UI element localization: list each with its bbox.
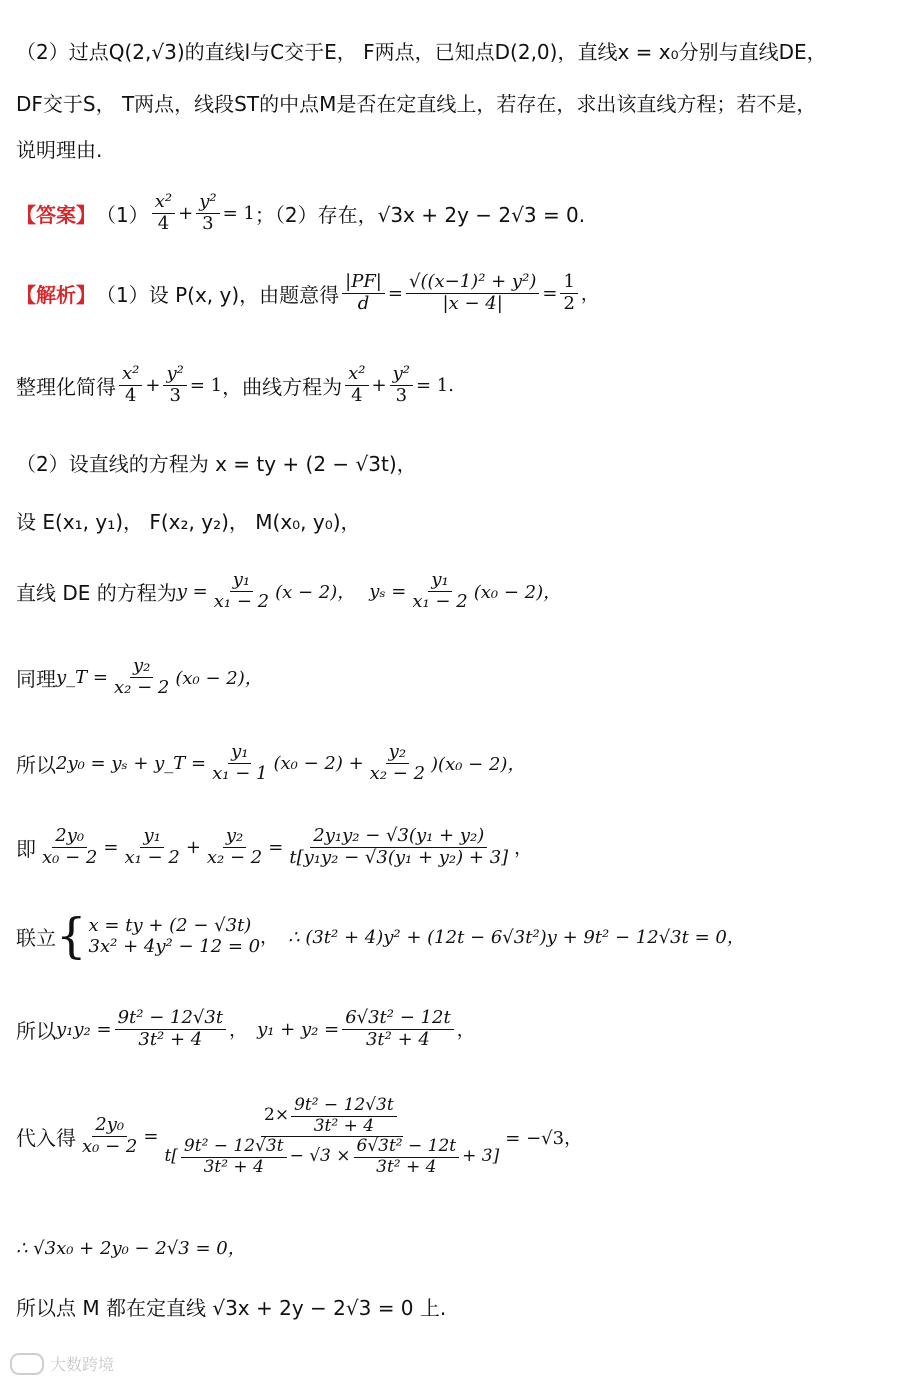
analysis-step-3: （2）设直线的方程为 x = ty + (2 − √3t)， [16, 452, 417, 476]
fraction: $\frac{\text{2y₁y₂ − √3(y₁ + y₂)}}{\text{t[y₁y₂ − √3(y₁ + y₂) + 3]}}$ [289, 825, 509, 868]
analysis-step-5: 直线 DE 的方程为 y = $\frac{\text{y₁}}{\text{x₁ − 2}}$ (x − 2)， yₛ = $\frac{\text{y₁}}{\text{x₁ − 2}}$ (x₀ − 2)， [16, 569, 562, 612]
problem-line-3: 说明理由. [16, 138, 103, 162]
answer-tag: 【答案】 [16, 202, 96, 227]
fraction: $\frac{\text{y²}}{3}$ [390, 364, 413, 406]
fraction: $\frac{\text{y²}}{3}$ [163, 364, 186, 406]
fraction: $\frac{\text{2y₀}}{\text{x₀ − 2}}$ [82, 1114, 138, 1158]
fraction: $\frac{\text{y₁}}{\text{x₁ − 2}}$ [124, 825, 180, 868]
fraction: $\frac{\text{y₂}}{\text{x₂ − 2}}$ [369, 741, 426, 784]
fraction: $\frac{\text{y₁}}{\text{x₁ − 1}}$ [212, 741, 268, 784]
analysis-step-11: 代入得 $\frac{\text{2y₀}}{\text{x₀ − 2}}$ = 2× $\frac{\text{9t² − 12√3t}}{\text{3t² + 4}}$ t[ $\frac{\text{9t² − 12√3t}}{\text{3t² + 4}}$ − √3 × $\frac{\text{6√3t² − 12t}}{\text{3t² + 4}}$ + 3] = −√3， [16, 1095, 583, 1177]
analysis-step-9: 联立 { x = ty + (2 − √3t) 3x² + 4y² − 12 = 0 ， ∴ (3t² + 4)y² + (12t − 6√3t²)y + 9t² − 12√3t = 0， [16, 908, 745, 964]
fraction: $\frac{\text{y₁}}{\text{x₁ − 2}}$ [213, 569, 270, 612]
fraction: $\frac{\text{y₂}}{\text{x₂ − 2}}$ [113, 655, 170, 698]
analysis-step-13: 所以点 M 都在定直线 √3x + 2y − 2√3 = 0 上. [16, 1296, 447, 1320]
analysis-step-12: ∴ √3x₀ + 2y₀ − 2√3 = 0， [16, 1238, 246, 1259]
analysis-step-10: 所以 y₁y₂ = $\frac{\text{9t² − 12√3t}}{\text{3t² + 4}}$ ， y₁ + y₂ = $\frac{\text{6√3t² − 12t}}{\text{3t² + 4}}$ ， [16, 1007, 475, 1050]
problem-line-2: DF交于S， T两点，线段ST的中点M是否在定直线上，若存在，求出该直线方程；若不是， [16, 92, 817, 116]
brace: { [56, 908, 87, 964]
fraction: $\frac{\text{x²}}{4}$ [345, 364, 368, 406]
analysis-step-8: 即 $\frac{\text{2y₀}}{\text{x₀ − 2}}$ = $\frac{\text{y₁}}{\text{x₁ − 2}}$ + $\frac{\text{y₂}}{\text{x₂ − 2}}$ = $\frac{\text{2y₁y₂ − √3(y₁ + y₂)}}{\text{t[y₁y₂ − √3(y₁ + y₂) + 3]}}$ ， [16, 825, 533, 868]
watermark: 大数跨境 [10, 1352, 114, 1375]
fraction: $\frac{\text{x²}}{4}$ [119, 364, 142, 406]
compound-fraction: 2× $\frac{\text{9t² − 12√3t}}{\text{3t² + 4}}$ t[ $\frac{\text{9t² − 12√3t}}{\text{3t² + 4}}$ − √3 × $\frac{\text{6√3t² − 12t}}{\text{3t² + 4}}$ + 3] [164, 1095, 500, 1177]
analysis-step-2: 整理化简得 $\frac{\text{x²}}{4}$ + $\frac{\text{y²}}{3}$ = 1 ，曲线方程为 $\frac{\text{x²}}{4}$ + $\frac{\text{y²}}{3}$ = 1. [16, 363, 454, 406]
analysis-step-7: 所以 2y₀ = yₛ + y_T = $\frac{\text{y₁}}{\text{x₁ − 1}}$ (x₀ − 2) + $\frac{\text{y₂}}{\text{x₂ − 2}}$ )(x₀ − 2)， [16, 741, 526, 784]
analysis-step-1: 【解析】 （1）设 P(x, y)，由题意得 $\frac{|PF|}{d}$ = $\frac{\text{√((x−1)² + y²)}}{|x - 4|}$ = $\frac{1}{2}$ ， [16, 271, 599, 314]
fraction: $\frac{|PF|}{d}$ [342, 272, 385, 314]
fraction: $\frac{\text{x²}}{4}$ [152, 192, 175, 234]
watermark-logo-icon [10, 1353, 44, 1375]
fraction: $\frac{\text{√((x−1)² + y²)}}{|x - 4|}$ [406, 272, 539, 314]
answer-line: 【答案】 （1） $\frac{\text{x²}}{4}$ + $\frac{\text{y²}}{3}$ = 1 ；（2）存在，√3x + 2y − 2√3 = 0. [16, 191, 586, 234]
problem-line-1: （2）过点Q(2,√3)的直线l与C交于E， F两点，已知点D(2,0)，直线x = x₀分别与直线DE， [16, 40, 827, 64]
fraction: $\frac{\text{y²}}{3}$ [196, 192, 219, 234]
fraction: $\frac{1}{2}$ [560, 272, 577, 314]
fraction: $\frac{\text{6√3t² − 12t}}{\text{3t² + 4}}$ [342, 1008, 454, 1050]
fraction: $\frac{\text{2y₀}}{\text{x₀ − 2}}$ [42, 825, 98, 868]
analysis-step-4: 设 E(x₁, y₁)， F(x₂, y₂)， M(x₀, y₀)， [16, 510, 361, 534]
fraction: $\frac{\text{9t² − 12√3t}}{\text{3t² + 4}}$ [115, 1008, 227, 1050]
fraction: $\frac{\text{y₂}}{\text{x₂ − 2}}$ [206, 825, 263, 868]
analysis-step-6: 同理 y_T = $\frac{\text{y₂}}{\text{x₂ − 2}}$ (x₀ − 2)， [16, 655, 263, 698]
fraction: $\frac{\text{y₁}}{\text{x₁ − 2}}$ [412, 569, 468, 612]
analysis-tag: 【解析】 [16, 282, 96, 307]
equation-system: x = ty + (2 − √3t) 3x² + 4y² − 12 = 0 [88, 915, 261, 957]
